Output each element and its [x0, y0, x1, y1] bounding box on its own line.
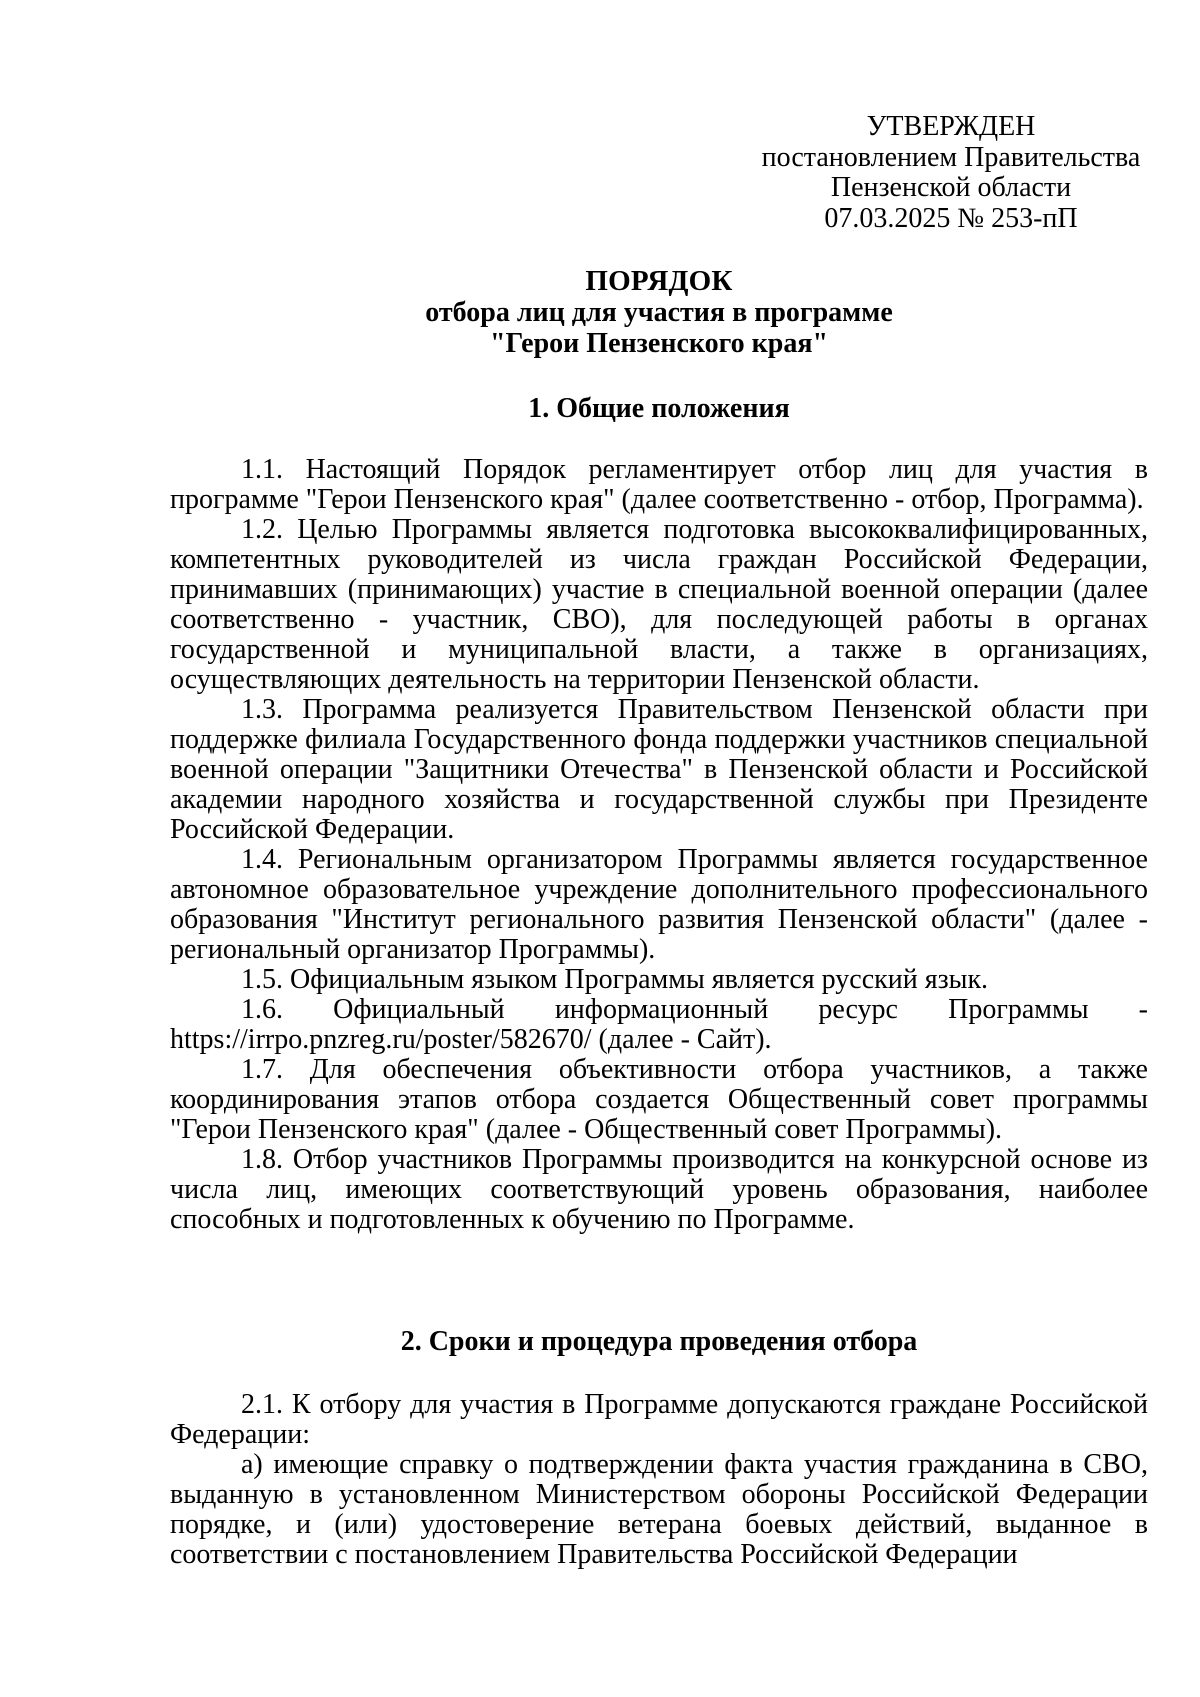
paragraph-2-1-a: а) имеющие справку о подтверждении факта участия гражданина в СВО, выданную в установленном Министерством обороны Российской Федерации порядке, и (или) удостоверение ветерана боевых действий, выданное в соответствии с постановлением Правительства Российской Федерации: [170, 1449, 1148, 1570]
paragraph-1-4: 1.4. Региональным организатором Программы является государственное автономное образовательное учреждение дополнительного профессионального образования "Институт регионального развития Пензенской области" (далее - региональный организатор Программы).: [170, 844, 1148, 965]
paragraph-1-5: 1.5. Официальным языком Программы является русский язык.: [241, 964, 989, 995]
paragraph-1-6: [170, 995, 1148, 1055]
paragraph-1-6-suffix: (далее - Сайт).: [591, 1024, 772, 1055]
section-2-body: [170, 1390, 1148, 1570]
paragraph-1-3: 1.3. Программа реализуется Правительством Пензенской области при поддержке филиала Государственного фонда поддержки участников специальной военной операции "Защитники Отечества" в Пензенской области и Российской академии народного хозяйства и государственной службы при Президенте Российской Федерации.: [170, 694, 1148, 845]
section-2-heading: 2. Сроки и процедура проведения отбора: [400, 1326, 918, 1357]
title-main: ПОРЯДОК: [585, 265, 733, 297]
paragraph-1-8: 1.8. Отбор участников Программы производится на конкурсной основе из числа лиц, имеющих соответствующий уровень образования, наиболее способных и подготовленных к обучению по Программе.: [170, 1144, 1148, 1235]
approval-line-date-number: 07.03.2025 № 253-пП: [824, 202, 1078, 234]
approval-stamp: [748, 112, 1154, 234]
approval-line-region: Пензенской области: [830, 172, 1072, 203]
section-1-heading: 1. Общие положения: [528, 393, 790, 424]
approval-line-resolution: постановлением Правительства: [761, 141, 1141, 173]
paragraph-1-1: 1.1. Настоящий Порядок регламентирует отбор лиц для участия в программе "Герои Пензенского края" (далее соответственно - отбор, Программа).: [170, 454, 1148, 515]
document-title: [170, 266, 1148, 359]
title-subtitle-line2: "Герои Пензенского края": [489, 328, 829, 359]
official-resource-link[interactable]: https://irrpo.pnzreg.ru/poster/582670/: [170, 1024, 592, 1055]
paragraph-1-2: 1.2. Целью Программы является подготовка высококвалифицированных, компетентных руководителей из числа граждан Российской Федерации, принимавших (принимающих) участие в специальной военной операции (далее соответственно - участник, СВО), для последующей работы в органах государственной и муниципальной власти, а также в организациях, осуществляющих деятельность на территории Пензенской области.: [170, 514, 1148, 695]
paragraph-2-1: 2.1. К отбору для участия в Программе допускаются граждане Российской Федерации:: [170, 1389, 1148, 1450]
title-subtitle-line1: отбора лиц для участия в программе: [425, 297, 893, 328]
paragraph-1-7: 1.7. Для обеспечения объективности отбора участников, а также координирования этапов отбора создается Общественный совет программы "Герои Пензенского края" (далее - Общественный совет Программы).: [170, 1054, 1148, 1145]
section-1-body: [170, 455, 1148, 1235]
paragraph-1-6-prefix: 1.6. Официальный информационный ресурс Программы -: [241, 994, 1148, 1025]
approval-line-approved: УТВЕРЖДЕН: [866, 111, 1036, 142]
